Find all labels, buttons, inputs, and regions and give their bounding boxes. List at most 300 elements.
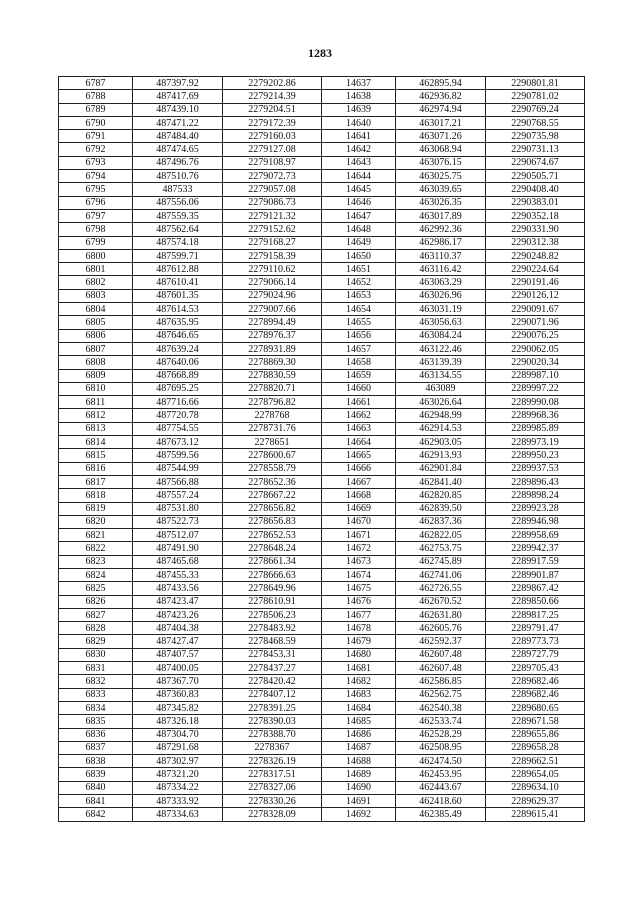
table-row bbox=[59, 303, 585, 316]
point-id-right-cell: 14690 bbox=[322, 781, 396, 794]
point-id-left-cell: 6816 bbox=[59, 462, 133, 475]
point-id-left-cell: 6828 bbox=[59, 622, 133, 635]
x-coord-left-cell: 487533 bbox=[133, 183, 223, 196]
x-coord-right-cell: 462540.38 bbox=[396, 701, 486, 714]
y-coord-right-cell: 2290062.05 bbox=[486, 342, 585, 355]
point-id-right-cell: 14661 bbox=[322, 396, 396, 409]
x-coord-left-cell: 487716.66 bbox=[133, 396, 223, 409]
point-id-left-cell: 6821 bbox=[59, 529, 133, 542]
point-id-right-cell: 14669 bbox=[322, 502, 396, 515]
x-coord-left-cell: 487522.73 bbox=[133, 515, 223, 528]
y-coord-left-cell: 2278437.27 bbox=[223, 662, 322, 675]
y-coord-right-cell: 2290768.55 bbox=[486, 116, 585, 129]
point-id-right-cell: 14641 bbox=[322, 130, 396, 143]
coordinates-table-body bbox=[59, 77, 585, 822]
x-coord-right-cell: 463089 bbox=[396, 382, 486, 395]
y-coord-left-cell: 2278768 bbox=[223, 409, 322, 422]
page-number: 1283 bbox=[308, 46, 332, 60]
table-row bbox=[59, 356, 585, 369]
point-id-left-cell: 6841 bbox=[59, 795, 133, 808]
x-coord-left-cell: 487640.06 bbox=[133, 356, 223, 369]
x-coord-right-cell: 462936.82 bbox=[396, 90, 486, 103]
x-coord-right-cell: 463031.19 bbox=[396, 303, 486, 316]
x-coord-left-cell: 487566.88 bbox=[133, 475, 223, 488]
x-coord-right-cell: 462607.48 bbox=[396, 648, 486, 661]
point-id-left-cell: 6840 bbox=[59, 781, 133, 794]
point-id-left-cell: 6796 bbox=[59, 196, 133, 209]
x-coord-left-cell: 487455.33 bbox=[133, 568, 223, 581]
point-id-left-cell: 6820 bbox=[59, 515, 133, 528]
x-coord-right-cell: 462726.55 bbox=[396, 582, 486, 595]
y-coord-left-cell: 2279072.73 bbox=[223, 170, 322, 183]
point-id-left-cell: 6803 bbox=[59, 289, 133, 302]
point-id-left-cell: 6809 bbox=[59, 369, 133, 382]
x-coord-right-cell: 463071.26 bbox=[396, 130, 486, 143]
x-coord-left-cell: 487304.70 bbox=[133, 728, 223, 741]
x-coord-left-cell: 487333.92 bbox=[133, 795, 223, 808]
point-id-left-cell: 6804 bbox=[59, 303, 133, 316]
point-id-right-cell: 14686 bbox=[322, 728, 396, 741]
x-coord-right-cell: 462418.60 bbox=[396, 795, 486, 808]
point-id-right-cell: 14667 bbox=[322, 475, 396, 488]
y-coord-right-cell: 2289655.86 bbox=[486, 728, 585, 741]
x-coord-left-cell: 487601.35 bbox=[133, 289, 223, 302]
y-coord-right-cell: 2289850.66 bbox=[486, 595, 585, 608]
x-coord-right-cell: 463116.42 bbox=[396, 263, 486, 276]
x-coord-left-cell: 487673.12 bbox=[133, 436, 223, 449]
point-id-right-cell: 14678 bbox=[322, 622, 396, 635]
x-coord-left-cell: 487646.65 bbox=[133, 329, 223, 342]
y-coord-left-cell: 2278649.96 bbox=[223, 582, 322, 595]
x-coord-left-cell: 487612.88 bbox=[133, 263, 223, 276]
y-coord-right-cell: 2289791.47 bbox=[486, 622, 585, 635]
table-row bbox=[59, 515, 585, 528]
y-coord-right-cell: 2289773.73 bbox=[486, 635, 585, 648]
table-row bbox=[59, 582, 585, 595]
table-row bbox=[59, 289, 585, 302]
point-id-right-cell: 14682 bbox=[322, 675, 396, 688]
x-coord-left-cell: 487496.76 bbox=[133, 156, 223, 169]
point-id-left-cell: 6807 bbox=[59, 342, 133, 355]
table-row bbox=[59, 529, 585, 542]
x-coord-left-cell: 487556.06 bbox=[133, 196, 223, 209]
point-id-right-cell: 14671 bbox=[322, 529, 396, 542]
y-coord-right-cell: 2290781.02 bbox=[486, 90, 585, 103]
x-coord-left-cell: 487695.25 bbox=[133, 382, 223, 395]
x-coord-left-cell: 487427.47 bbox=[133, 635, 223, 648]
point-id-left-cell: 6819 bbox=[59, 502, 133, 515]
point-id-left-cell: 6814 bbox=[59, 436, 133, 449]
x-coord-right-cell: 462986.17 bbox=[396, 236, 486, 249]
table-row bbox=[59, 449, 585, 462]
y-coord-right-cell: 2289946.98 bbox=[486, 515, 585, 528]
y-coord-right-cell: 2290735.98 bbox=[486, 130, 585, 143]
x-coord-right-cell: 462528.29 bbox=[396, 728, 486, 741]
point-id-right-cell: 14681 bbox=[322, 662, 396, 675]
point-id-right-cell: 14691 bbox=[322, 795, 396, 808]
x-coord-right-cell: 462586.85 bbox=[396, 675, 486, 688]
y-coord-right-cell: 2289705.43 bbox=[486, 662, 585, 675]
table-row bbox=[59, 116, 585, 129]
coordinates-table bbox=[58, 76, 585, 822]
table-row bbox=[59, 675, 585, 688]
y-coord-left-cell: 2278869.30 bbox=[223, 356, 322, 369]
point-id-left-cell: 6838 bbox=[59, 755, 133, 768]
x-coord-right-cell: 462820.85 bbox=[396, 489, 486, 502]
point-id-right-cell: 14655 bbox=[322, 316, 396, 329]
y-coord-right-cell: 2289987.10 bbox=[486, 369, 585, 382]
table-row bbox=[59, 768, 585, 781]
x-coord-right-cell: 463056.63 bbox=[396, 316, 486, 329]
y-coord-left-cell: 2278391.25 bbox=[223, 701, 322, 714]
y-coord-left-cell: 2278317.51 bbox=[223, 768, 322, 781]
x-coord-right-cell: 462745.89 bbox=[396, 555, 486, 568]
y-coord-left-cell: 2279110.62 bbox=[223, 263, 322, 276]
y-coord-left-cell: 2279172.39 bbox=[223, 116, 322, 129]
y-coord-right-cell: 2290126.12 bbox=[486, 289, 585, 302]
point-id-left-cell: 6791 bbox=[59, 130, 133, 143]
x-coord-right-cell: 463039.65 bbox=[396, 183, 486, 196]
table-row bbox=[59, 542, 585, 555]
x-coord-right-cell: 462837.36 bbox=[396, 515, 486, 528]
point-id-right-cell: 14640 bbox=[322, 116, 396, 129]
point-id-left-cell: 6800 bbox=[59, 249, 133, 262]
x-coord-right-cell: 462822.05 bbox=[396, 529, 486, 542]
y-coord-right-cell: 2290071.96 bbox=[486, 316, 585, 329]
y-coord-right-cell: 2290331.90 bbox=[486, 223, 585, 236]
point-id-left-cell: 6788 bbox=[59, 90, 133, 103]
x-coord-right-cell: 462385.49 bbox=[396, 808, 486, 821]
table-row bbox=[59, 316, 585, 329]
x-coord-left-cell: 487474.65 bbox=[133, 143, 223, 156]
point-id-right-cell: 14668 bbox=[322, 489, 396, 502]
x-coord-left-cell: 487562.64 bbox=[133, 223, 223, 236]
point-id-right-cell: 14674 bbox=[322, 568, 396, 581]
y-coord-left-cell: 2278830.59 bbox=[223, 369, 322, 382]
y-coord-left-cell: 2278820.71 bbox=[223, 382, 322, 395]
x-coord-right-cell: 462839.50 bbox=[396, 502, 486, 515]
y-coord-right-cell: 2290352.18 bbox=[486, 209, 585, 222]
y-coord-right-cell: 2290076.25 bbox=[486, 329, 585, 342]
x-coord-left-cell: 487599.56 bbox=[133, 449, 223, 462]
x-coord-left-cell: 487599.71 bbox=[133, 249, 223, 262]
table-row bbox=[59, 382, 585, 395]
x-coord-right-cell: 463122.46 bbox=[396, 342, 486, 355]
x-coord-left-cell: 487433.56 bbox=[133, 582, 223, 595]
y-coord-left-cell: 2278610.91 bbox=[223, 595, 322, 608]
point-id-left-cell: 6831 bbox=[59, 662, 133, 675]
point-id-right-cell: 14663 bbox=[322, 422, 396, 435]
table-row bbox=[59, 170, 585, 183]
point-id-left-cell: 6805 bbox=[59, 316, 133, 329]
point-id-right-cell: 14644 bbox=[322, 170, 396, 183]
y-coord-right-cell: 2289682.46 bbox=[486, 675, 585, 688]
y-coord-left-cell: 2279204.51 bbox=[223, 103, 322, 116]
x-coord-left-cell: 487491.90 bbox=[133, 542, 223, 555]
y-coord-right-cell: 2289942.37 bbox=[486, 542, 585, 555]
x-coord-left-cell: 487439.10 bbox=[133, 103, 223, 116]
table-row bbox=[59, 648, 585, 661]
table-row bbox=[59, 701, 585, 714]
point-id-left-cell: 6824 bbox=[59, 568, 133, 581]
table-row bbox=[59, 755, 585, 768]
point-id-left-cell: 6810 bbox=[59, 382, 133, 395]
y-coord-left-cell: 2278328.09 bbox=[223, 808, 322, 821]
x-coord-right-cell: 462992.36 bbox=[396, 223, 486, 236]
y-coord-left-cell: 2278931.89 bbox=[223, 342, 322, 355]
y-coord-left-cell: 2278661.34 bbox=[223, 555, 322, 568]
y-coord-left-cell: 2279108.97 bbox=[223, 156, 322, 169]
x-coord-left-cell: 487367.70 bbox=[133, 675, 223, 688]
y-coord-right-cell: 2290091.67 bbox=[486, 303, 585, 316]
point-id-left-cell: 6792 bbox=[59, 143, 133, 156]
x-coord-right-cell: 462533.74 bbox=[396, 715, 486, 728]
table-row bbox=[59, 475, 585, 488]
y-coord-left-cell: 2278656.82 bbox=[223, 502, 322, 515]
y-coord-right-cell: 2290312.38 bbox=[486, 236, 585, 249]
x-coord-right-cell: 462948.99 bbox=[396, 409, 486, 422]
x-coord-left-cell: 487326.18 bbox=[133, 715, 223, 728]
point-id-right-cell: 14657 bbox=[322, 342, 396, 355]
table-row bbox=[59, 808, 585, 821]
point-id-left-cell: 6813 bbox=[59, 422, 133, 435]
y-coord-right-cell: 2289968.36 bbox=[486, 409, 585, 422]
point-id-right-cell: 14647 bbox=[322, 209, 396, 222]
table-row bbox=[59, 329, 585, 342]
x-coord-left-cell: 487531.80 bbox=[133, 502, 223, 515]
table-row bbox=[59, 223, 585, 236]
y-coord-right-cell: 2289727.79 bbox=[486, 648, 585, 661]
table-row bbox=[59, 236, 585, 249]
point-id-left-cell: 6835 bbox=[59, 715, 133, 728]
point-id-left-cell: 6802 bbox=[59, 276, 133, 289]
table-row bbox=[59, 688, 585, 701]
point-id-left-cell: 6801 bbox=[59, 263, 133, 276]
y-coord-right-cell: 2289658.28 bbox=[486, 741, 585, 754]
point-id-left-cell: 6827 bbox=[59, 608, 133, 621]
x-coord-left-cell: 487345.82 bbox=[133, 701, 223, 714]
x-coord-right-cell: 462562.75 bbox=[396, 688, 486, 701]
point-id-right-cell: 14692 bbox=[322, 808, 396, 821]
point-id-right-cell: 14677 bbox=[322, 608, 396, 621]
x-coord-right-cell: 462605.76 bbox=[396, 622, 486, 635]
x-coord-left-cell: 487423.26 bbox=[133, 608, 223, 621]
point-id-left-cell: 6794 bbox=[59, 170, 133, 183]
point-id-right-cell: 14642 bbox=[322, 143, 396, 156]
x-coord-left-cell: 487407.57 bbox=[133, 648, 223, 661]
y-coord-right-cell: 2289634.10 bbox=[486, 781, 585, 794]
x-coord-left-cell: 487635.95 bbox=[133, 316, 223, 329]
point-id-right-cell: 14672 bbox=[322, 542, 396, 555]
point-id-right-cell: 14664 bbox=[322, 436, 396, 449]
point-id-left-cell: 6808 bbox=[59, 356, 133, 369]
y-coord-right-cell: 2290020.34 bbox=[486, 356, 585, 369]
point-id-right-cell: 14659 bbox=[322, 369, 396, 382]
table-row bbox=[59, 568, 585, 581]
x-coord-left-cell: 487574.18 bbox=[133, 236, 223, 249]
y-coord-left-cell: 2279168.27 bbox=[223, 236, 322, 249]
y-coord-left-cell: 2278731.76 bbox=[223, 422, 322, 435]
point-id-left-cell: 6797 bbox=[59, 209, 133, 222]
x-coord-left-cell: 487544.99 bbox=[133, 462, 223, 475]
table-row bbox=[59, 781, 585, 794]
point-id-right-cell: 14646 bbox=[322, 196, 396, 209]
point-id-right-cell: 14653 bbox=[322, 289, 396, 302]
y-coord-left-cell: 2279121.32 bbox=[223, 209, 322, 222]
point-id-right-cell: 14637 bbox=[322, 77, 396, 90]
x-coord-right-cell: 462895.94 bbox=[396, 77, 486, 90]
point-id-left-cell: 6823 bbox=[59, 555, 133, 568]
y-coord-left-cell: 2278648.24 bbox=[223, 542, 322, 555]
table-row bbox=[59, 276, 585, 289]
x-coord-right-cell: 462670.52 bbox=[396, 595, 486, 608]
table-row bbox=[59, 396, 585, 409]
point-id-left-cell: 6811 bbox=[59, 396, 133, 409]
point-id-right-cell: 14670 bbox=[322, 515, 396, 528]
x-coord-left-cell: 487754.55 bbox=[133, 422, 223, 435]
y-coord-right-cell: 2290224.64 bbox=[486, 263, 585, 276]
x-coord-left-cell: 487321.20 bbox=[133, 768, 223, 781]
y-coord-right-cell: 2289923.28 bbox=[486, 502, 585, 515]
y-coord-right-cell: 2289682.46 bbox=[486, 688, 585, 701]
table-row bbox=[59, 608, 585, 621]
x-coord-right-cell: 462631.80 bbox=[396, 608, 486, 621]
y-coord-right-cell: 2289937.53 bbox=[486, 462, 585, 475]
table-row bbox=[59, 342, 585, 355]
y-coord-right-cell: 2289898.24 bbox=[486, 489, 585, 502]
table-row bbox=[59, 263, 585, 276]
table-row bbox=[59, 462, 585, 475]
table-row bbox=[59, 369, 585, 382]
y-coord-right-cell: 2289680.65 bbox=[486, 701, 585, 714]
table-row bbox=[59, 715, 585, 728]
x-coord-left-cell: 487465.68 bbox=[133, 555, 223, 568]
y-coord-left-cell: 2278468.59 bbox=[223, 635, 322, 648]
y-coord-right-cell: 2290769.24 bbox=[486, 103, 585, 116]
y-coord-right-cell: 2290383.01 bbox=[486, 196, 585, 209]
x-coord-right-cell: 463017.21 bbox=[396, 116, 486, 129]
y-coord-left-cell: 2279086.73 bbox=[223, 196, 322, 209]
y-coord-right-cell: 2289662.51 bbox=[486, 755, 585, 768]
x-coord-left-cell: 487512.07 bbox=[133, 529, 223, 542]
y-coord-left-cell: 2279214.39 bbox=[223, 90, 322, 103]
point-id-right-cell: 14689 bbox=[322, 768, 396, 781]
x-coord-right-cell: 462474.50 bbox=[396, 755, 486, 768]
x-coord-right-cell: 462741.06 bbox=[396, 568, 486, 581]
y-coord-left-cell: 2278420.42 bbox=[223, 675, 322, 688]
x-coord-right-cell: 463026.35 bbox=[396, 196, 486, 209]
y-coord-left-cell: 2278390.03 bbox=[223, 715, 322, 728]
x-coord-left-cell: 487720.78 bbox=[133, 409, 223, 422]
table-row bbox=[59, 728, 585, 741]
table-row bbox=[59, 77, 585, 90]
point-id-left-cell: 6812 bbox=[59, 409, 133, 422]
x-coord-right-cell: 462903.05 bbox=[396, 436, 486, 449]
y-coord-right-cell: 2289817.25 bbox=[486, 608, 585, 621]
y-coord-left-cell: 2278600.67 bbox=[223, 449, 322, 462]
y-coord-right-cell: 2289950.23 bbox=[486, 449, 585, 462]
x-coord-right-cell: 462607.48 bbox=[396, 662, 486, 675]
x-coord-left-cell: 487334.63 bbox=[133, 808, 223, 821]
point-id-right-cell: 14638 bbox=[322, 90, 396, 103]
point-id-left-cell: 6806 bbox=[59, 329, 133, 342]
y-coord-right-cell: 2289629.37 bbox=[486, 795, 585, 808]
x-coord-right-cell: 463017.89 bbox=[396, 209, 486, 222]
point-id-right-cell: 14685 bbox=[322, 715, 396, 728]
point-id-right-cell: 14676 bbox=[322, 595, 396, 608]
y-coord-left-cell: 2279057.08 bbox=[223, 183, 322, 196]
point-id-right-cell: 14666 bbox=[322, 462, 396, 475]
point-id-right-cell: 14654 bbox=[322, 303, 396, 316]
y-coord-right-cell: 2289896.43 bbox=[486, 475, 585, 488]
point-id-left-cell: 6798 bbox=[59, 223, 133, 236]
point-id-right-cell: 14688 bbox=[322, 755, 396, 768]
y-coord-left-cell: 2278367 bbox=[223, 741, 322, 754]
point-id-right-cell: 14665 bbox=[322, 449, 396, 462]
table-row bbox=[59, 635, 585, 648]
point-id-left-cell: 6829 bbox=[59, 635, 133, 648]
x-coord-right-cell: 462453.95 bbox=[396, 768, 486, 781]
y-coord-right-cell: 2289901.87 bbox=[486, 568, 585, 581]
y-coord-left-cell: 2279152.62 bbox=[223, 223, 322, 236]
x-coord-right-cell: 462914.53 bbox=[396, 422, 486, 435]
y-coord-left-cell: 2279158.39 bbox=[223, 249, 322, 262]
y-coord-right-cell: 2290191.46 bbox=[486, 276, 585, 289]
y-coord-left-cell: 2278330.26 bbox=[223, 795, 322, 808]
point-id-right-cell: 14639 bbox=[322, 103, 396, 116]
point-id-left-cell: 6787 bbox=[59, 77, 133, 90]
x-coord-left-cell: 487471.22 bbox=[133, 116, 223, 129]
y-coord-right-cell: 2289990.08 bbox=[486, 396, 585, 409]
x-coord-right-cell: 463068.94 bbox=[396, 143, 486, 156]
x-coord-right-cell: 462913.93 bbox=[396, 449, 486, 462]
point-id-left-cell: 6817 bbox=[59, 475, 133, 488]
point-id-left-cell: 6815 bbox=[59, 449, 133, 462]
x-coord-right-cell: 463084.24 bbox=[396, 329, 486, 342]
x-coord-left-cell: 487417.69 bbox=[133, 90, 223, 103]
x-coord-right-cell: 462974.94 bbox=[396, 103, 486, 116]
point-id-left-cell: 6789 bbox=[59, 103, 133, 116]
point-id-right-cell: 14684 bbox=[322, 701, 396, 714]
x-coord-left-cell: 487639.24 bbox=[133, 342, 223, 355]
point-id-left-cell: 6833 bbox=[59, 688, 133, 701]
point-id-right-cell: 14662 bbox=[322, 409, 396, 422]
x-coord-right-cell: 462443.67 bbox=[396, 781, 486, 794]
point-id-right-cell: 14687 bbox=[322, 741, 396, 754]
x-coord-left-cell: 487614.53 bbox=[133, 303, 223, 316]
x-coord-left-cell: 487510.76 bbox=[133, 170, 223, 183]
table-row bbox=[59, 103, 585, 116]
point-id-right-cell: 14649 bbox=[322, 236, 396, 249]
point-id-left-cell: 6830 bbox=[59, 648, 133, 661]
y-coord-left-cell: 2278453.31 bbox=[223, 648, 322, 661]
x-coord-left-cell: 487557.24 bbox=[133, 489, 223, 502]
point-id-right-cell: 14648 bbox=[322, 223, 396, 236]
point-id-right-cell: 14650 bbox=[322, 249, 396, 262]
y-coord-right-cell: 2289985.89 bbox=[486, 422, 585, 435]
y-coord-right-cell: 2290408.40 bbox=[486, 183, 585, 196]
point-id-right-cell: 14679 bbox=[322, 635, 396, 648]
table-row bbox=[59, 436, 585, 449]
x-coord-right-cell: 462753.75 bbox=[396, 542, 486, 555]
point-id-right-cell: 14683 bbox=[322, 688, 396, 701]
x-coord-left-cell: 487610.41 bbox=[133, 276, 223, 289]
y-coord-right-cell: 2290248.82 bbox=[486, 249, 585, 262]
y-coord-left-cell: 2278652.36 bbox=[223, 475, 322, 488]
y-coord-left-cell: 2278651 bbox=[223, 436, 322, 449]
x-coord-right-cell: 463110.37 bbox=[396, 249, 486, 262]
point-id-left-cell: 6795 bbox=[59, 183, 133, 196]
